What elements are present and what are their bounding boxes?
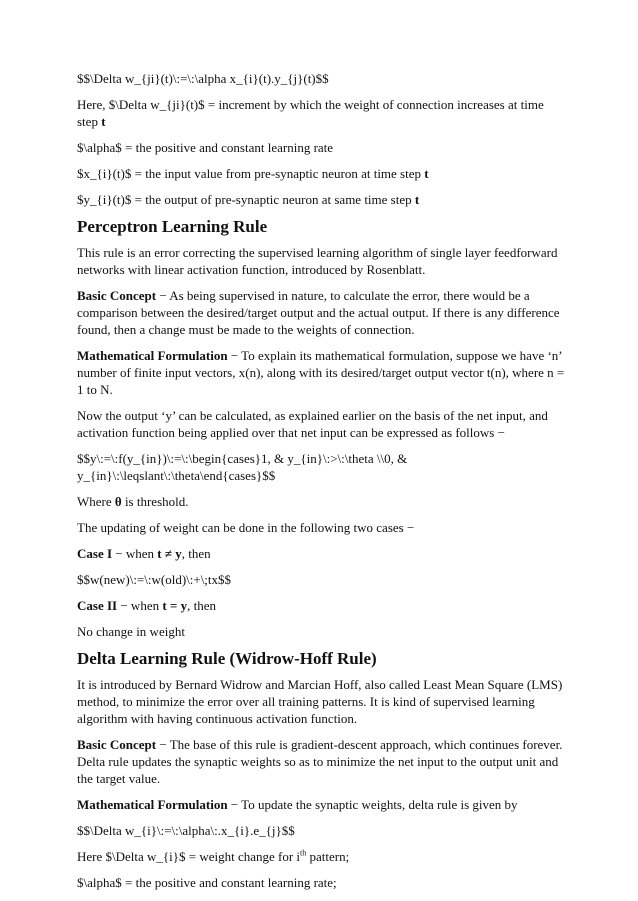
delta-intro: It is introduced by Bernard Widrow and Marcian Hoff, also called Least Mean Square (LMS) method, to minimize the error over all training patterns. It is kind of supervised learning algorithm with having continuous activation function. xyxy=(77,677,563,726)
alpha-text: $\alpha$ = the positive and constant learning rate xyxy=(77,140,334,155)
case-two xyxy=(77,597,567,614)
case-two-label: Case II xyxy=(77,598,118,613)
equation-weight-update: $$w(new)\:=\:w(old)\:+\;tx$$ xyxy=(77,572,232,587)
case-one-label: Case I xyxy=(77,546,113,561)
document-page xyxy=(77,70,567,900)
basic-concept-text: − The base of this rule is gradient-descent approach, which continues forever. Delta rule updates the synaptic weights so as to minimize the net input to the output unit and the target value. xyxy=(77,737,563,786)
delta-alpha-definition: $\alpha$ = the positive and constant learning rate; xyxy=(77,875,337,890)
theta-symbol: θ xyxy=(114,494,122,509)
basic-concept-label: Basic Concept xyxy=(77,288,157,303)
threshold-text: is threshold. xyxy=(121,494,189,509)
case-one xyxy=(77,545,567,562)
perceptron-basic-concept xyxy=(77,287,567,338)
alpha-definition xyxy=(77,139,567,156)
case-two-condition: t = y xyxy=(162,598,188,613)
case-one-end: , then xyxy=(181,546,211,561)
equation-hebbian xyxy=(77,70,567,87)
delta-here-definition xyxy=(77,848,567,865)
y-definition xyxy=(77,191,567,208)
x-t: t xyxy=(424,166,429,181)
threshold-line xyxy=(77,493,567,510)
case-two-mid: − when xyxy=(117,598,163,613)
here-text: Here, $\Delta w_{ji}(t)$ = increment by which the weight of connection increases at time step xyxy=(77,97,544,129)
y-t: t xyxy=(414,192,420,207)
delta-here-post: pattern; xyxy=(306,849,350,864)
superscript-th: th xyxy=(300,848,307,858)
x-definition xyxy=(77,165,567,182)
case-one-condition: t ≠ y xyxy=(157,546,182,561)
case-two-end: , then xyxy=(187,598,216,613)
perceptron-intro: This rule is an error correcting the supervised learning algorithm of single layer feedforward networks with linear activation function, introduced by Rosenblatt. xyxy=(77,245,558,277)
equation-text: $$\Delta w_{ji}(t)\:=\:\alpha x_{i}(t).y_{j}(t)$$ xyxy=(77,71,329,86)
delta-heading: Delta Learning Rule (Widrow-Hoff Rule) xyxy=(77,649,377,668)
perceptron-math-formulation xyxy=(77,347,567,398)
delta-math-formulation xyxy=(77,796,567,813)
here-t: t xyxy=(101,114,106,129)
math-formulation-label: Mathematical Formulation xyxy=(77,348,228,363)
updating-line: The updating of weight can be done in the following two cases − xyxy=(77,520,415,535)
equation-cases: $$y\:=\:f(y_{in})\:=\:\begin{cases}1, & y_{in}\:>\:\theta \\0, & y_{in}\:\leqslant\:\theta\end{cases}$$ xyxy=(77,451,408,483)
math-formulation-text: − To explain its mathematical formulation, suppose we have ‘n’ number of finite input vectors, x(n), along with its desired/target output vector t(n), where n = 1 to N. xyxy=(77,348,565,397)
perceptron-heading: Perceptron Learning Rule xyxy=(77,217,268,236)
basic-concept-label: Basic Concept xyxy=(77,737,157,752)
perceptron-output-text: Now the output ‘y’ can be calculated, as explained earlier on the basis of the net input, and activation function being applied over that net input can be expressed as follows − xyxy=(77,408,548,440)
case-one-mid: − when xyxy=(112,546,158,561)
delta-here-text: Here $\Delta w_{i}$ = weight change for i xyxy=(77,849,301,864)
basic-concept-text: − As being supervised in nature, to calculate the error, there would be a comparison between the desired/target output and the actual output. If there is any difference found, then a change must be made to the weights of connection. xyxy=(77,288,560,337)
here-definition xyxy=(77,96,567,130)
y-text: $y_{i}(t)$ = the output of pre-synaptic neuron at same time step xyxy=(77,192,415,207)
no-change-line: No change in weight xyxy=(77,624,185,639)
math-formulation-text: − To update the synaptic weights, delta rule is given by xyxy=(227,797,518,812)
delta-basic-concept xyxy=(77,736,567,787)
where-text: Where xyxy=(77,494,115,509)
x-text: $x_{i}(t)$ = the input value from pre-synaptic neuron at time step xyxy=(77,166,425,181)
equation-delta: $$\Delta w_{i}\:=\:\alpha\:.x_{i}.e_{j}$$ xyxy=(77,823,295,838)
math-formulation-label: Mathematical Formulation xyxy=(77,797,228,812)
